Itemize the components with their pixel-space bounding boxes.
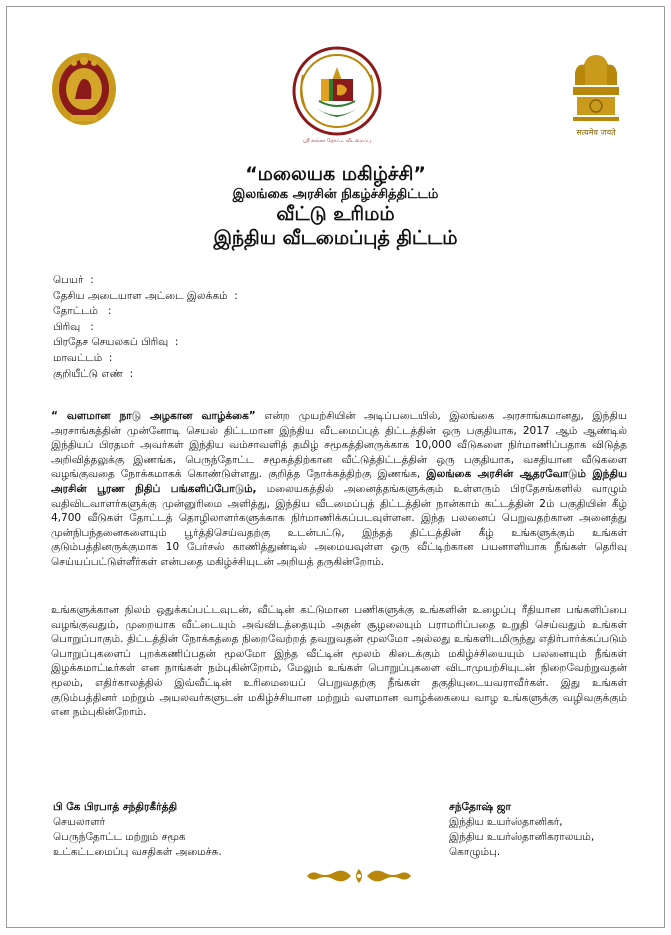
signatory-title-left: செயலாளர் bbox=[53, 816, 106, 828]
field-district-label: மாவட்டம் : bbox=[53, 351, 113, 364]
sri-lanka-emblem-icon bbox=[49, 49, 119, 129]
signatory-org-left-2: உட்கட்டமைப்பு வசதிகள் அமைச்சு. bbox=[53, 846, 222, 858]
signatory-title-right: இந்திய உயர்ஸ்தானிகர், bbox=[449, 816, 563, 828]
field-division-label: பிரிவு : bbox=[53, 320, 94, 333]
decorative-divider-icon bbox=[303, 865, 415, 887]
malayaga-makizhchi-emblem-icon bbox=[291, 45, 383, 147]
body-paragraph-1 bbox=[51, 409, 627, 570]
signatory-name-right: சந்தோஷ் ஜா bbox=[449, 801, 511, 813]
india-emblem-icon bbox=[565, 49, 627, 141]
document-heading-housing-license: வீட்டு உரிமம் bbox=[276, 203, 395, 225]
emblem-caption: ஸ்ரீ லங்கா தோட்ட வீடமைப்பு bbox=[303, 138, 371, 144]
field-reference-number-label: குறியீட்டு எண் : bbox=[53, 367, 134, 380]
certificate-page bbox=[6, 6, 665, 928]
signatory-org-right-2: கொழும்பு. bbox=[449, 846, 501, 858]
signatory-org-left-1: பெருந்தோட்ட மற்றும் சமூக bbox=[53, 831, 186, 843]
paragraph-1-text-b: மலையகத்தில் அனைத்தங்களுக்கும் உள்ளரும் பிரதேசங்களில் வாழும் வதிவிடவாளர்களுக்கு முன்னுரிமை அளித்து, இந்திய வீடமைப்புத் திட்டத்தின் நான்காம் கட்டத்தின் 2ம் பகுதியின் கீழ் 4,700 வீடுகள் தோட்டத் தொழிலாளர்களுக்காக நிர்மாணிக்கப்படவுள்ளன. இந்த பலனைப் பெறுவதற்கான அனைத்து முன்நிபந்தனைகளையும் பூர்த்திசெய்வதற்கு உடன்பட்டு, இந்தத் திட்டத்தின் கீழ் உங்களுக்கும் உங்கள் குடும்பத்தினருக்குமாக 10 பேர்சஸ் காணித்துண்டில் அமையவுள்ள ஒரு வீட்டிற்கான பயனாளியாக நீங்கள் தெரிவு செய்யப்பட்டுள்ளீர்கள் என்பதை மகிழ்ச்சியுடன் அறியத் தருகின்றோம். bbox=[51, 482, 627, 568]
field-nic-label: தேசிய அடையாள அட்டை இலக்கம் : bbox=[53, 289, 238, 302]
field-ds-division-label: பிரதேச செயலகப் பிரிவு : bbox=[53, 336, 179, 349]
emblem-motto: सत्यमेव जयते bbox=[576, 128, 616, 137]
paragraph-1-text-a: என்ற முயற்சியின் அடிப்படையில், இலங்கை அரசாங்கமானது, இந்திய அரசாங்கத்தின் முன்னோடி செயல் திட்டமான இந்திய வீடமைப்புத் திட்டத்தின் ஒரு பகுதியாக, 2017 ஆம் ஆண்டில் இந்தியப் பிரதமர் அவர்கள் இந்திய வம்சாவளித் தமிழ் சமூகத்தினருக்காக 10,000 வீடுகளை நிர்மாணிப்பதாக விடுத்த அறிவித்தலுக்கு இணங்க, பெருந்தோட்ட சமூகத்திற்கான வீட்டுத்திட்டத்தின் ஒரு பகுதியாக, வசதியான வீடுகளை வழங்குவதை நோக்கமாகக் கொண்டுள்ளது. குறித்த நோக்கத்திற்கு இணங்க, bbox=[51, 410, 627, 481]
field-name-label: பெயர் : bbox=[53, 274, 94, 286]
signatory-org-right-1: இந்திய உயர்ஸ்தானிகராலயம், bbox=[449, 831, 595, 843]
signature-block-high-commissioner bbox=[449, 800, 594, 860]
signatory-name-left: பி கே பிரபாத் சந்திரகீர்த்தி bbox=[53, 801, 178, 813]
funding-statement: இலங்கை அரசின் ஆதரவோடும் இந்திய அரசின் பூரண நிதிப் பங்களிப்போடும், bbox=[51, 468, 627, 495]
beneficiary-fields bbox=[53, 273, 238, 382]
body-paragraph-2: உங்களுக்கான நிலம் ஒதுக்கப்பட்டவுடன், வீட்டின் கட்டுமான பணிகளுக்கு உங்களின் உழைப்பு ரீதியான பங்களிப்பை வழங்குவதும், முறையாக வீட்டையும் அவ்விடத்தையும் அதன் சூழலையும் பராமரிப்பதை உறுதி செய்வதும் உங்கள் பொறுப்பாகும். திட்டத்தின் நோக்கத்தை நிறைவேற்றத் தவறுவதன் மூலமோ அல்லது உங்களிடமிருந்து எதிர்பார்க்கப்படும் பொறுப்புகளைப் புறக்கணிப்பதன் மூலமோ இந்த வீட்டின் மூலம் கிடைக்கும் மகிழ்ச்சியையும் பலனையும் நீங்கள் இழக்கமாட்டீர்கள் என நாங்கள் நம்புகின்றோம், மேலும் உங்கள் பொறுப்புகளை விடாமுயற்சியுடன் நிறைவேற்றுவதன் மூலம், எதிர்காலத்தில் இவ்வீட்டின் உரிமையைப் பெறுவதற்கு நீங்கள் தகுதியுடையவராவீர்கள். இது உங்கள் குடும்பத்தினர் மற்றும் அயலவர்களுடன் மகிழ்ச்சியான மற்றும் வளமான வாழ்க்கையை வாழ உங்களுக்கு வழிவகுக்கும் என நம்புகின்றோம். bbox=[51, 604, 627, 719]
document-subtitle: இலங்கை அரசின் நிகழ்ச்சித்திட்டம் bbox=[232, 187, 439, 202]
signature-block-secretary bbox=[53, 800, 222, 860]
document-title: “மலையக மகிழ்ச்சி” bbox=[245, 163, 426, 185]
field-estate-label: தோட்டம் : bbox=[53, 305, 112, 318]
document-heading-scheme: இந்திய வீடமைப்புத் திட்டம் bbox=[213, 227, 458, 249]
slogan-text: “ வளமான நாடு அழகான வாழ்க்கை” bbox=[51, 410, 256, 422]
